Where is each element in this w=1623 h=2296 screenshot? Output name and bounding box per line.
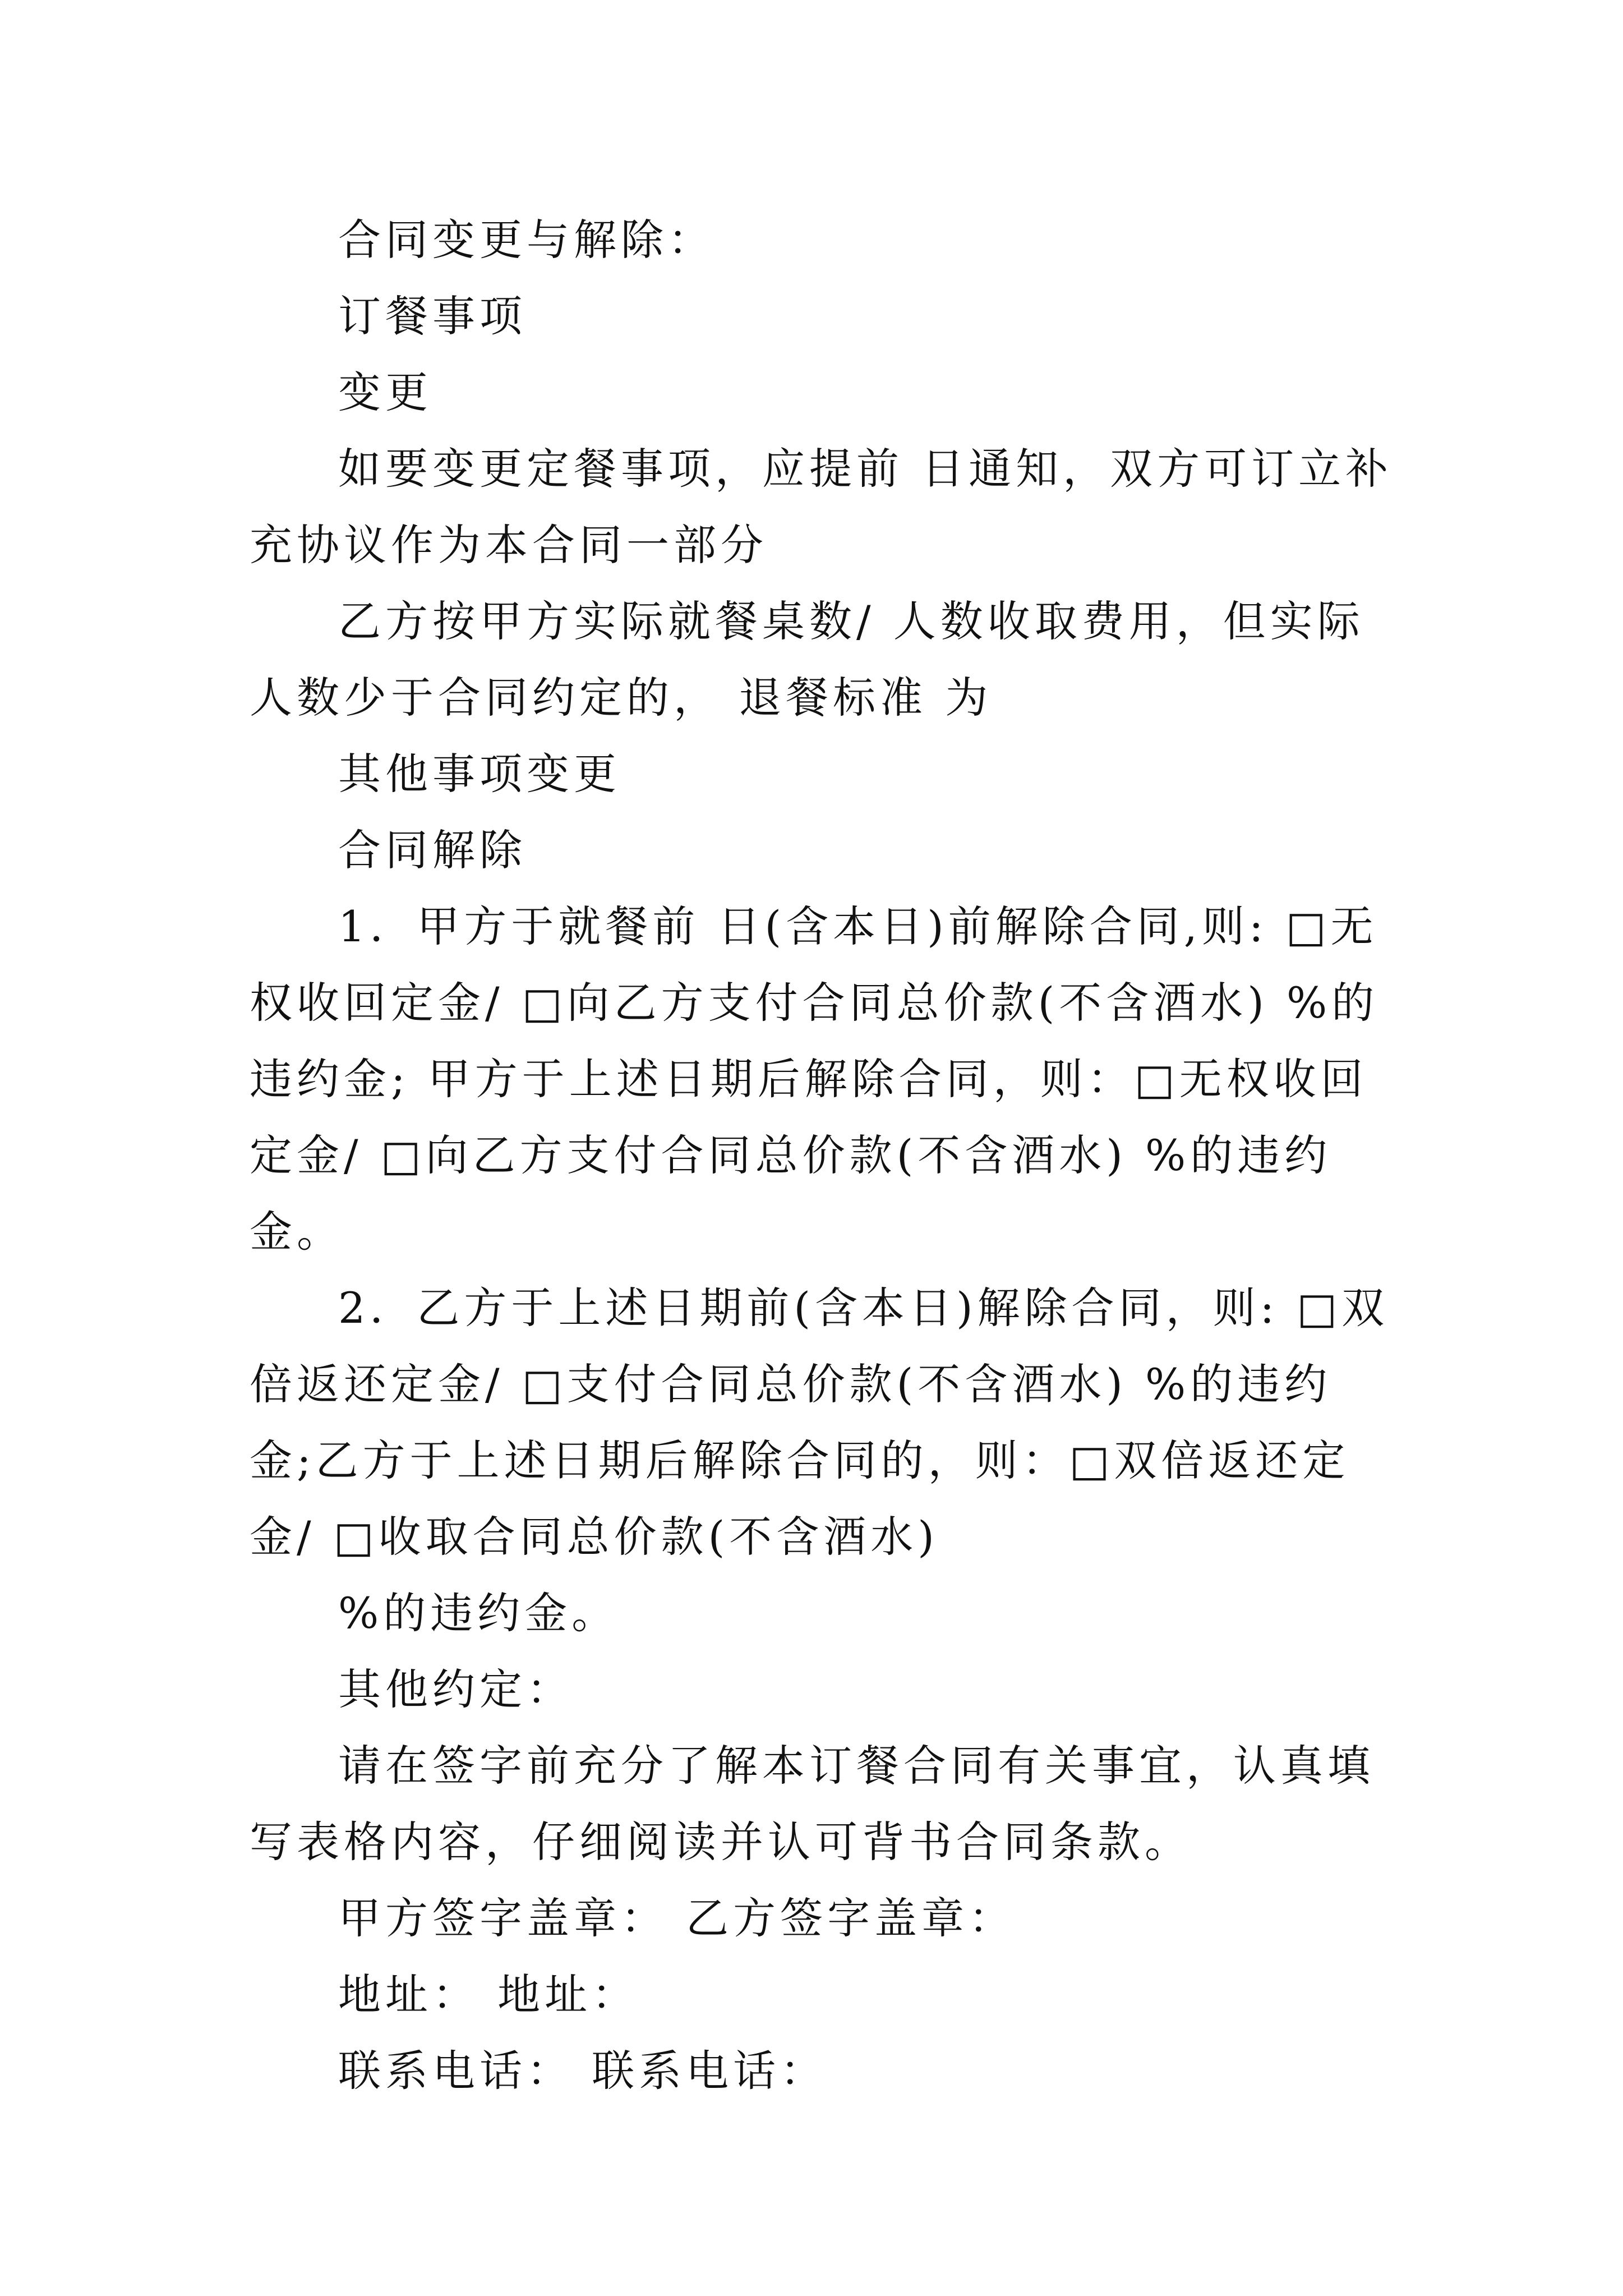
- paragraph-change-notice: 如要变更定餐事项，应提前 日通知，双方可订立补充协议作为本合同一部分: [250, 444, 1393, 570]
- signature-line: 甲方签字盖章： 乙方签字盖章：: [338, 1893, 1016, 1943]
- document-body: [250, 202, 1396, 2109]
- heading-ordering-matters: 订餐事项: [338, 291, 527, 341]
- clause-2-continuation: %的违约金。: [338, 1588, 619, 1638]
- paragraph-billing-terms: 乙方按甲方实际就餐桌数/ 人数收取费用，但实际人数少于合同约定的， 退餐标准 为: [250, 596, 1364, 723]
- paragraph-signing-notice: 请在签字前充分了解本订餐合同有关事宜，认真填写表格内容，仔细阅读并认可背书合同条款。: [250, 1741, 1375, 1867]
- clause-2-party-b-termination: 2．乙方于上述日期前(含本日)解除合同，则: □双倍返还定金/ □支付合同总价款(不含酒水) %的违约金;乙方于上述日期后解除合同的，则：□双倍返还定金/ □收取合同总价款(不含酒水): [250, 1283, 1389, 1562]
- heading-other-agreements: 其他约定：: [338, 1664, 574, 1714]
- address-line: 地址： 地址：: [338, 1970, 639, 2019]
- heading-contract-termination: 合同解除: [338, 825, 527, 875]
- phone-line: 联系电话： 联系电话：: [338, 2046, 828, 2096]
- heading-other-changes: 其他事项变更: [338, 749, 621, 799]
- heading-change: 变更: [338, 367, 432, 417]
- clause-1-party-a-termination: 1．甲方于就餐前 日(含本日)前解除合同,则: □无权收回定金/ □向乙方支付合同总价款(不含酒水) %的违约金; 甲方于上述日期后解除合同，则：□无权收回定金/ □向乙方支付合同总价款(不含酒水) %的违约金。: [250, 901, 1379, 1257]
- heading-contract-change-termination: 合同变更与解除：: [338, 215, 715, 265]
